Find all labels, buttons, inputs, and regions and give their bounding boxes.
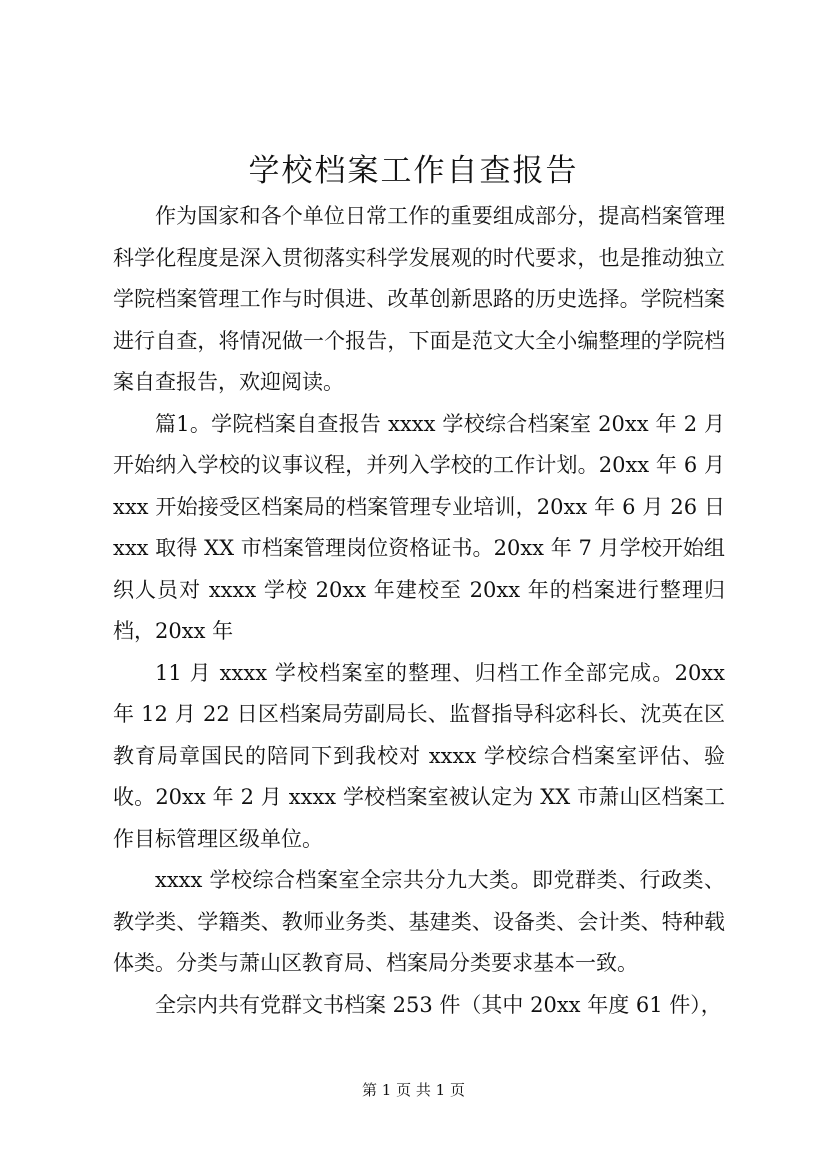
paragraph-1: 篇1。学院档案自查报告 xxxx 学校综合档案室 20xx 年 2 月开始纳入学校的议事议程，并列入学校的工作计划。20xx 年 6 月 xxx 开始接受区档案局的档案管理专业培训，20xx 年 6 月 26 日 xxx 取得 XX 市档案管理岗位资格证书。20xx 年 7 月学校开始组织人员对 xxxx 学校 20xx 年建校至 20xx 年的档案进行整理归档，20xx 年 xyxy=(113,411,725,643)
page-footer: 第 1 页 共 1 页 xyxy=(362,1081,465,1099)
paragraph-3: xxxx 学校综合档案室全宗共分九大类。即党群类、行政类、教学类、学籍类、教师业务类、基建类、设备类、会计类、特种载体类。分类与萧山区教育局、档案局分类要求基本一致。 xyxy=(113,868,725,975)
paragraph-4: 全宗内共有党群文书档案 253 件（其中 20xx 年度 61 件）， xyxy=(155,992,722,1017)
paragraph-intro: 作为国家和各个单位日常工作的重要组成部分，提高档案管理科学化程度是深入贯彻落实科学发展观的时代要求，也是推动独立学院档案管理工作与时俱进、改革创新思路的历史选择。学院档案进行自查，将情况做一个报告，下面是范文大全小编整理的学院档案自查报告，欢迎阅读。 xyxy=(113,204,725,394)
document-title: 学校档案工作自查报告 xyxy=(248,153,579,189)
document-body xyxy=(113,196,725,1026)
paragraph-2: 11 月 xxxx 学校档案室的整理、归档工作全部完成。20xx 年 12 月 22 日区档案局劳副局长、监督指导科宓科长、沈英在区教育局章国民的陪同下到我校对 xxxx 学校综合档案室评估、验收。20xx 年 2 月 xxxx 学校档案室被认定为 XX 市萧山区档案工作目标管理区级单位。 xyxy=(113,660,725,851)
